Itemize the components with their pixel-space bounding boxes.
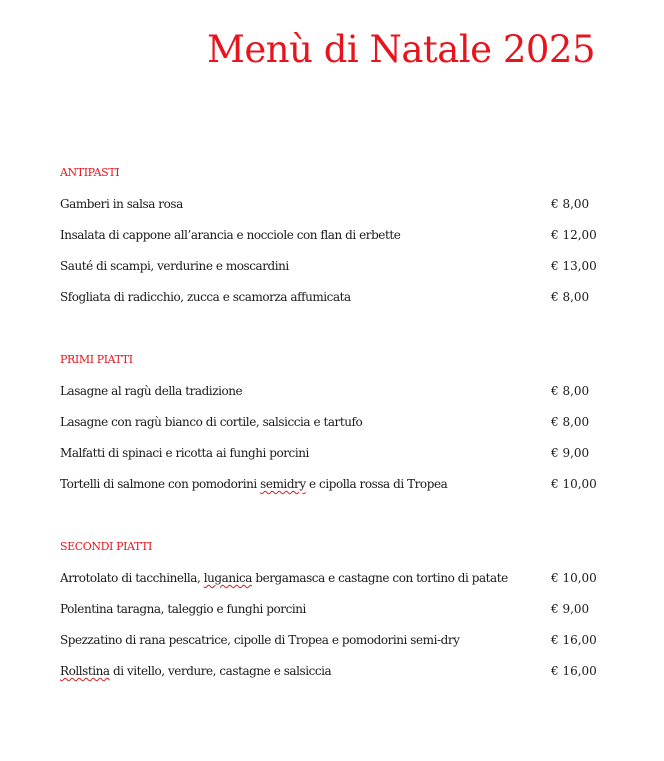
item-price: € 16,00 [551,633,597,647]
item-name-part: di vitello, verdure, castagne e salsiccia [109,664,332,678]
item-name: Sauté di scampi, verdurine e moscardini [60,259,289,273]
item-name [60,477,447,491]
section-secondi-piatti [60,540,620,695]
menu-item [60,290,620,321]
item-price: € 10,00 [551,571,597,585]
spellcheck-flagged-word: luganica [203,571,252,585]
menu-item [60,384,620,415]
section-antipasti [60,166,620,321]
item-name: Lasagne al ragù della tradizione [60,384,243,398]
menu-title: Menù di Natale 2025 [207,28,595,71]
item-price: € 12,00 [551,228,597,242]
item-price: € 8,00 [551,384,590,398]
item-name: Malfatti di spinaci e ricotta ai funghi porcini [60,446,309,460]
item-name [60,571,508,585]
item-name: Sfogliata di radicchio, zucca e scamorza affumicata [60,290,351,304]
item-name-part: Tortelli di salmone con pomodorini [60,477,261,491]
item-name: Insalata di cappone all’arancia e nocciole con flan di erbette [60,228,401,242]
menu-item [60,415,620,446]
menu-item [60,602,620,633]
spellcheck-flagged-word: semidry [260,477,306,491]
item-name: Polentina taragna, taleggio e funghi porcini [60,602,306,616]
section-title: PRIMI PIATTI [60,353,133,366]
item-name: Spezzatino di rana pescatrice, cipolle di Tropea e pomodorini semi-dry [60,633,460,647]
item-name: Lasagne con ragù bianco di cortile, salsiccia e tartufo [60,415,363,429]
item-price: € 16,00 [551,664,597,678]
menu-item [60,571,620,602]
menu-item [60,197,620,228]
item-price: € 8,00 [551,197,590,211]
section-title: ANTIPASTI [60,166,120,179]
section-primi-piatti [60,353,620,508]
item-price: € 13,00 [551,259,597,273]
menu-item [60,446,620,477]
item-name [60,664,331,678]
item-name-part: Arrotolato di tacchinella, [60,571,204,585]
menu-item [60,664,620,695]
item-list [60,197,620,321]
item-name-part: bergamasca e castagne con tortino di patate [251,571,508,585]
menu-item [60,633,620,664]
item-list [60,384,620,508]
menu-item [60,259,620,290]
menu-item [60,228,620,259]
item-price: € 8,00 [551,290,590,304]
item-name-part: e cipolla rossa di Tropea [305,477,448,491]
item-list [60,571,620,695]
item-price: € 8,00 [551,415,590,429]
section-title: SECONDI PIATTI [60,540,152,553]
item-price: € 10,00 [551,477,597,491]
menu-item [60,477,620,508]
item-name: Gamberi in salsa rosa [60,197,183,211]
item-price: € 9,00 [551,446,590,460]
spellcheck-flagged-word: Rollstina [60,664,110,678]
item-price: € 9,00 [551,602,590,616]
